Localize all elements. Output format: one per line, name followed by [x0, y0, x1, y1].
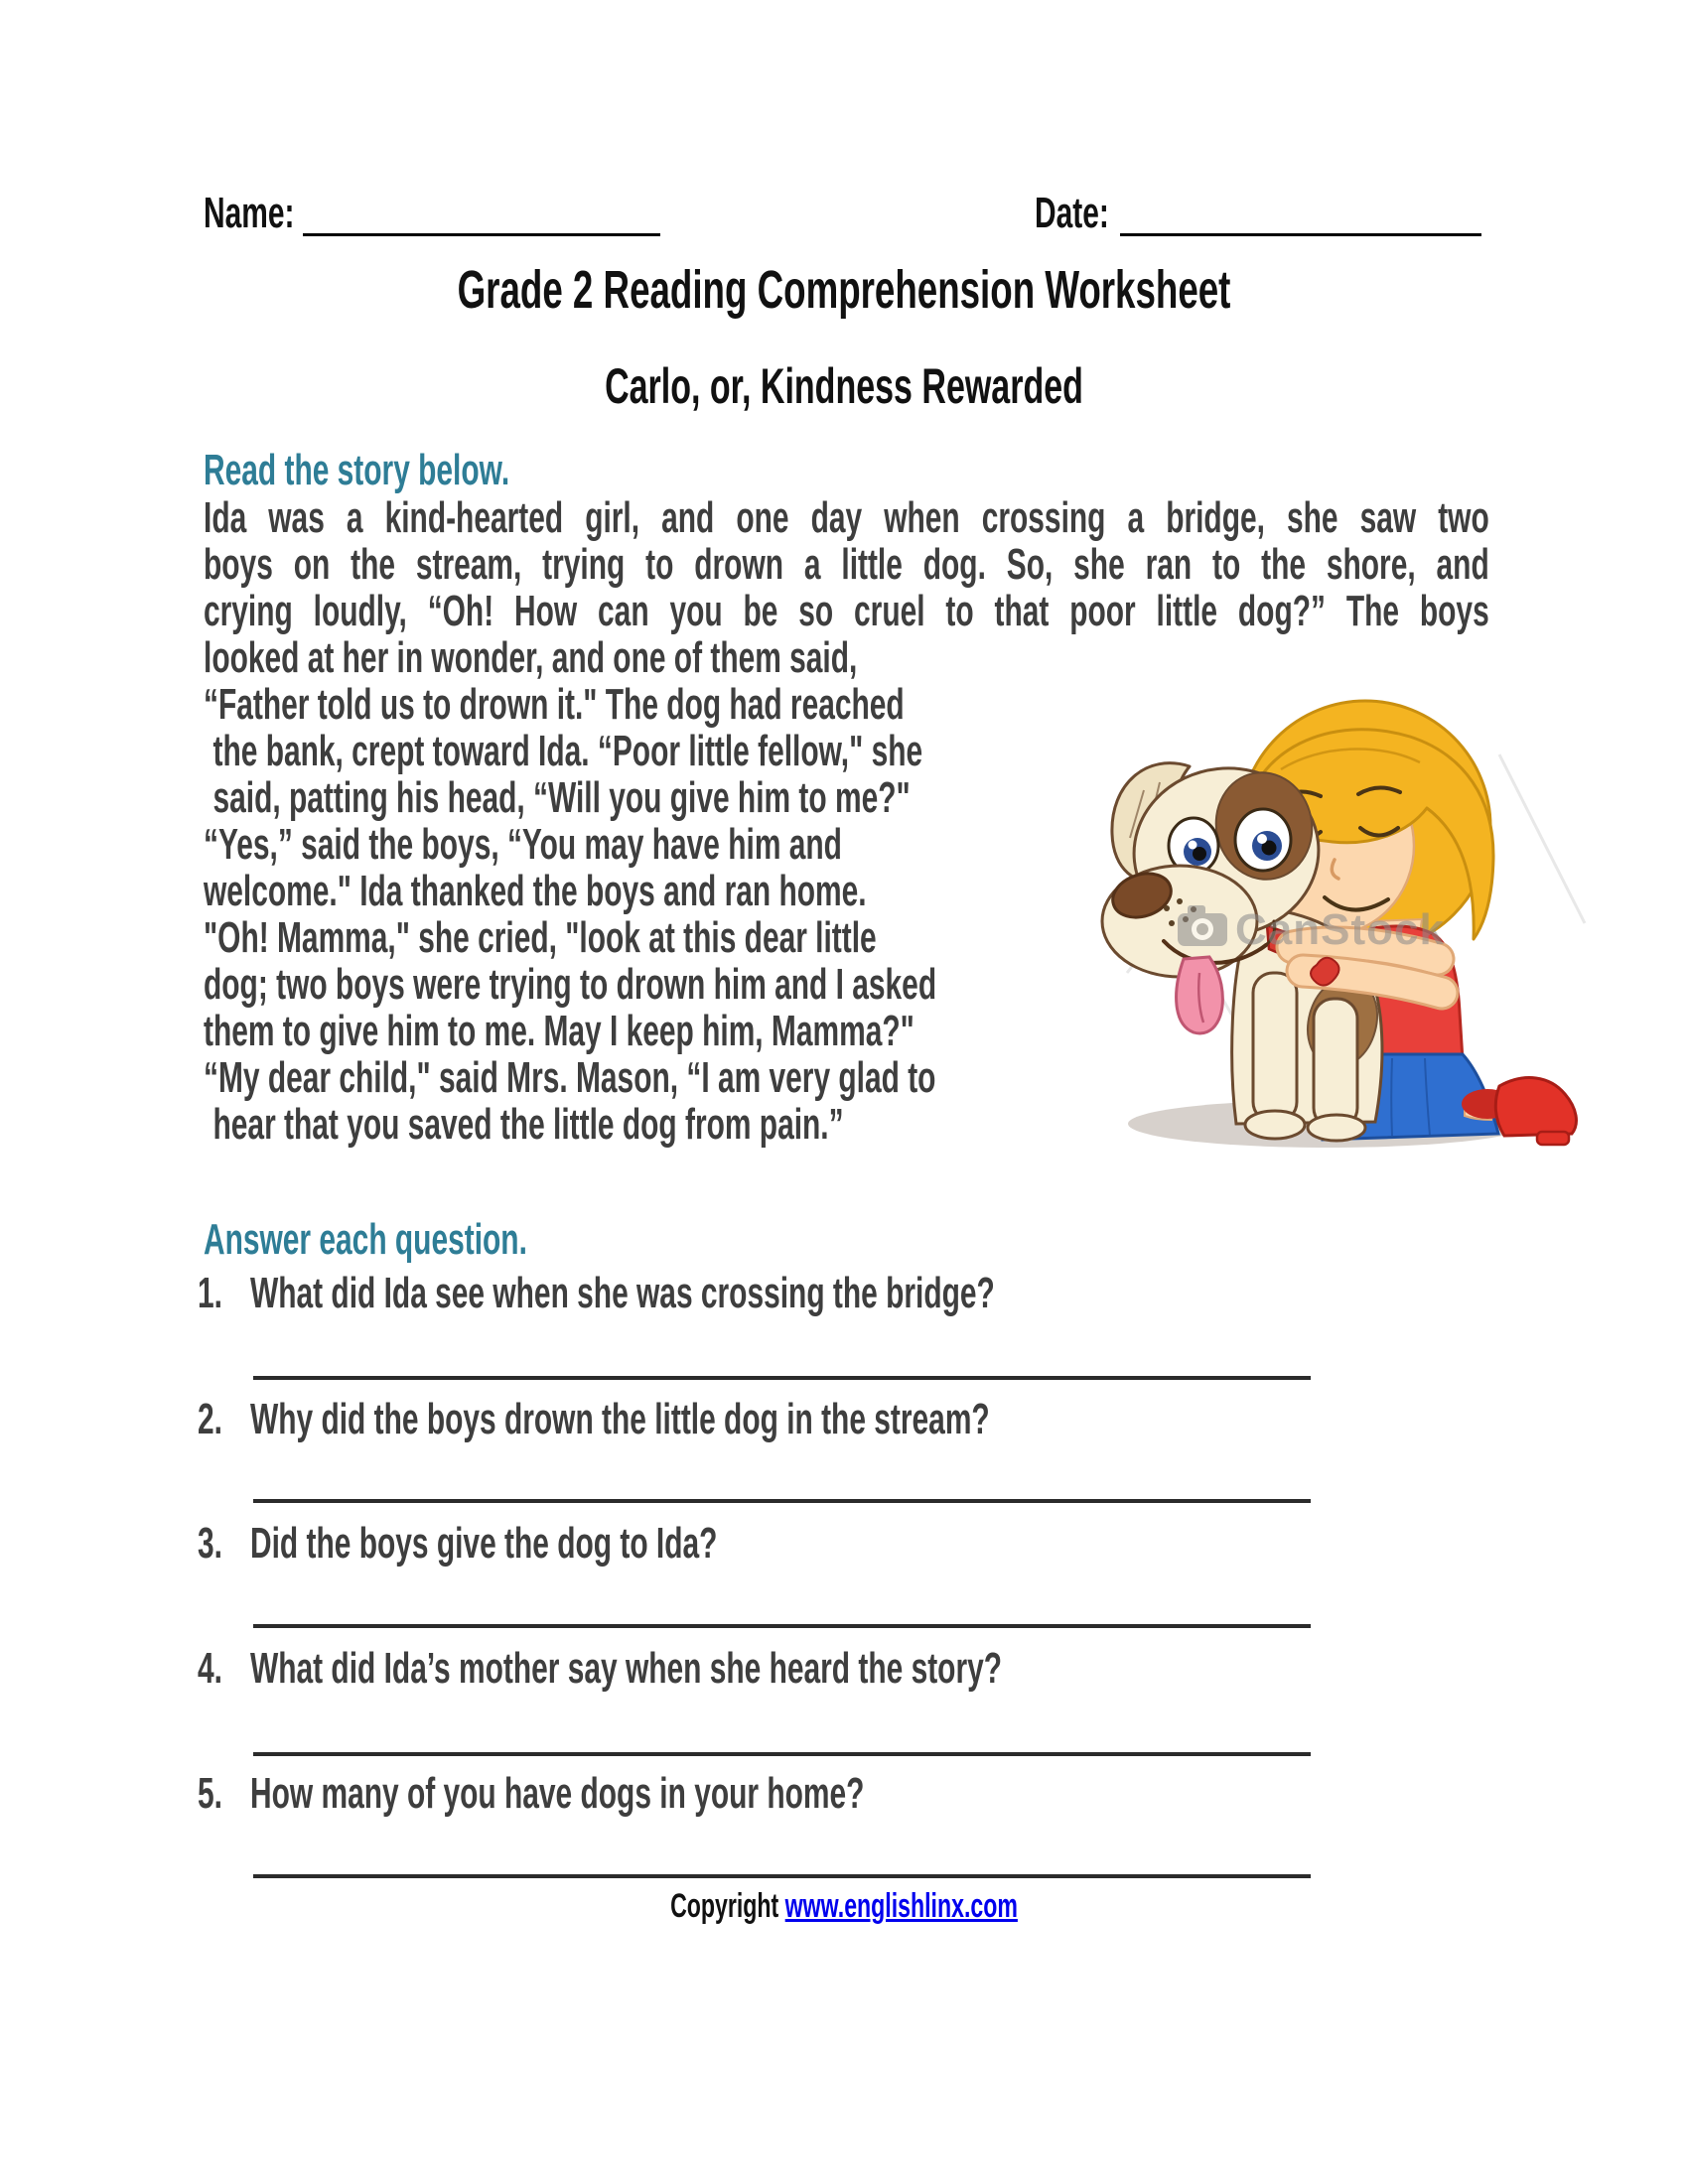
question-text: Why did the boys drown the little dog in the stream?: [250, 1395, 990, 1443]
copyright-link[interactable]: www.englishlinx.com: [784, 1887, 1018, 1925]
answer-blank-line: [253, 1499, 1311, 1503]
story-line: Ida was a kind-hearted girl, and one day when crossing a bridge, she saw two: [204, 493, 1489, 542]
story-line: the bank, crept toward Ida. “Poor little fellow," she: [212, 727, 923, 775]
story-line: “Father told us to drown it." The dog had reached: [204, 680, 905, 729]
question-text: How many of you have dogs in your home?: [250, 1769, 865, 1818]
questions-instructions-heading: Answer each question.: [204, 1215, 527, 1264]
question-text: What did Ida see when she was crossing the bridge?: [250, 1269, 995, 1317]
story-line: dog; two boys were trying to drown him and I asked: [204, 960, 937, 1009]
answer-blank-line: [253, 1624, 1311, 1628]
story-instructions-heading: Read the story below.: [204, 446, 510, 494]
story-line: “Yes,” said the boys, “You may have him and: [204, 820, 842, 869]
story-line: them to give him to me. May I keep him, Mamma?": [204, 1007, 914, 1055]
answer-blank-line: [253, 1376, 1311, 1380]
question-text: What did Ida’s mother say when she heard the story?: [250, 1644, 1003, 1693]
answer-blank-line: [253, 1874, 1311, 1878]
question-number: 1.: [198, 1269, 222, 1317]
question-number: 5.: [198, 1769, 222, 1818]
watermark-text: CanStock: [1235, 905, 1445, 954]
name-blank-line: [303, 233, 660, 236]
story-line: welcome." Ida thanked the boys and ran home.: [204, 867, 867, 915]
story-title: Carlo, or, Kindness Rewarded: [605, 358, 1083, 414]
story-line: “My dear child," said Mrs. Mason, “I am very glad to: [204, 1053, 936, 1102]
girl-hugging-dog-illustration: [1072, 675, 1589, 1161]
page-title: Grade 2 Reading Comprehension Worksheet: [457, 260, 1231, 320]
copyright-label: Copyright: [670, 1887, 785, 1925]
story-line: hear that you saved the little dog from pain.”: [212, 1100, 844, 1149]
date-label: Date:: [1035, 189, 1109, 237]
story-line: boys on the stream, trying to drown a little dog. So, she ran to the shore, and: [204, 540, 1489, 589]
story-line: "Oh! Mamma," she cried, "look at this dear little: [204, 913, 877, 962]
copyright-footer: [670, 1889, 1018, 1923]
question-number: 3.: [198, 1519, 222, 1568]
name-label: Name:: [204, 189, 295, 237]
question-number: 4.: [198, 1644, 222, 1693]
question-number: 2.: [198, 1395, 222, 1443]
date-blank-line: [1120, 233, 1481, 236]
answer-blank-line: [253, 1752, 1311, 1756]
story-line: looked at her in wonder, and one of them said,: [204, 633, 858, 682]
story-line: crying loudly, “Oh! How can you be so cruel to that poor little dog?” The boys: [204, 587, 1489, 635]
story-line: said, patting his head, “Will you give him to me?": [212, 773, 911, 822]
girl-hugging-dog-svg: [1072, 675, 1589, 1161]
question-text: Did the boys give the dog to Ida?: [250, 1519, 718, 1568]
